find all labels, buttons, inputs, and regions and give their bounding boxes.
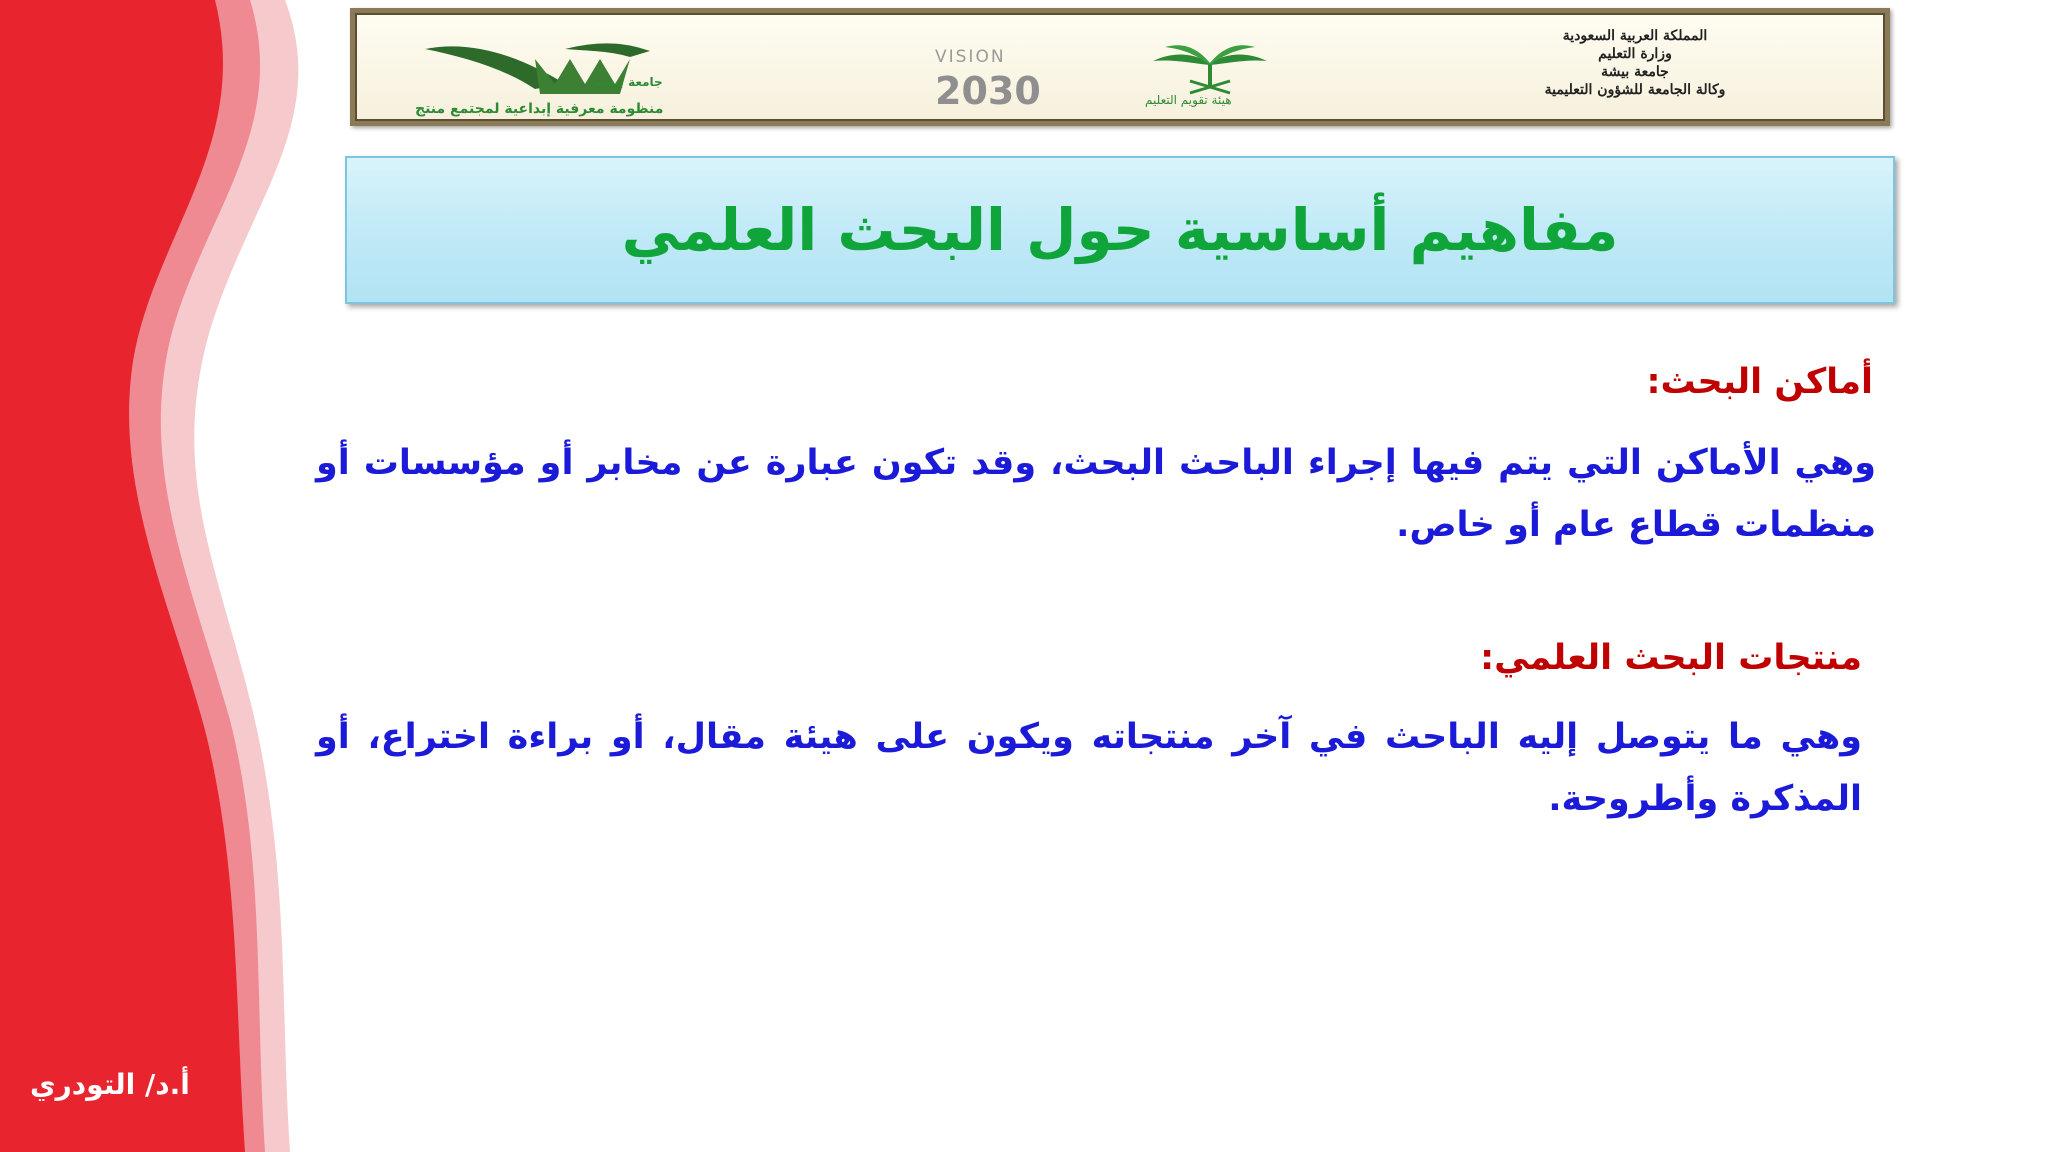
section-text-research-products: وهي ما يتوصل إليه الباحث في آخر منتجاته ويكون على هيئة مقال، أو براءة اختراع، أو المذكرة وأطروحة. (316, 717, 1862, 819)
section-heading-research-places: أماكن البحث: (1646, 362, 1873, 402)
university-name: جامعة بيشة (595, 75, 663, 89)
red-wave-decoration (0, 0, 330, 1152)
section-text-research-places: وهي الأماكن التي يتم فيها إجراء الباحث البحث، وقد تكون عبارة عن مخابر أو مؤسسات أو منظمات قطاع عام أو خاص. (316, 443, 1876, 545)
vision-2030-logo: VISION 2030 (935, 47, 1041, 113)
author-signature: أ.د/ التودري (30, 1068, 190, 1101)
university-logo (415, 29, 655, 109)
university-tagline: منظومة معرفية إبداعية لمجتمع منتج (415, 101, 664, 117)
header-banner (350, 8, 1890, 126)
title-box (345, 156, 1895, 304)
page-title: مفاهيم أساسية حول البحث العلمي (621, 196, 1619, 264)
section-heading-research-products: منتجات البحث العلمي: (1480, 638, 1862, 678)
commission-label: هيئة تقويم التعليم (1145, 93, 1232, 107)
ministry-header-text: المملكة العربية السعودية وزارة التعليم جامعة بيشة وكالة الجامعة للشؤون التعليمية (1544, 28, 1726, 98)
